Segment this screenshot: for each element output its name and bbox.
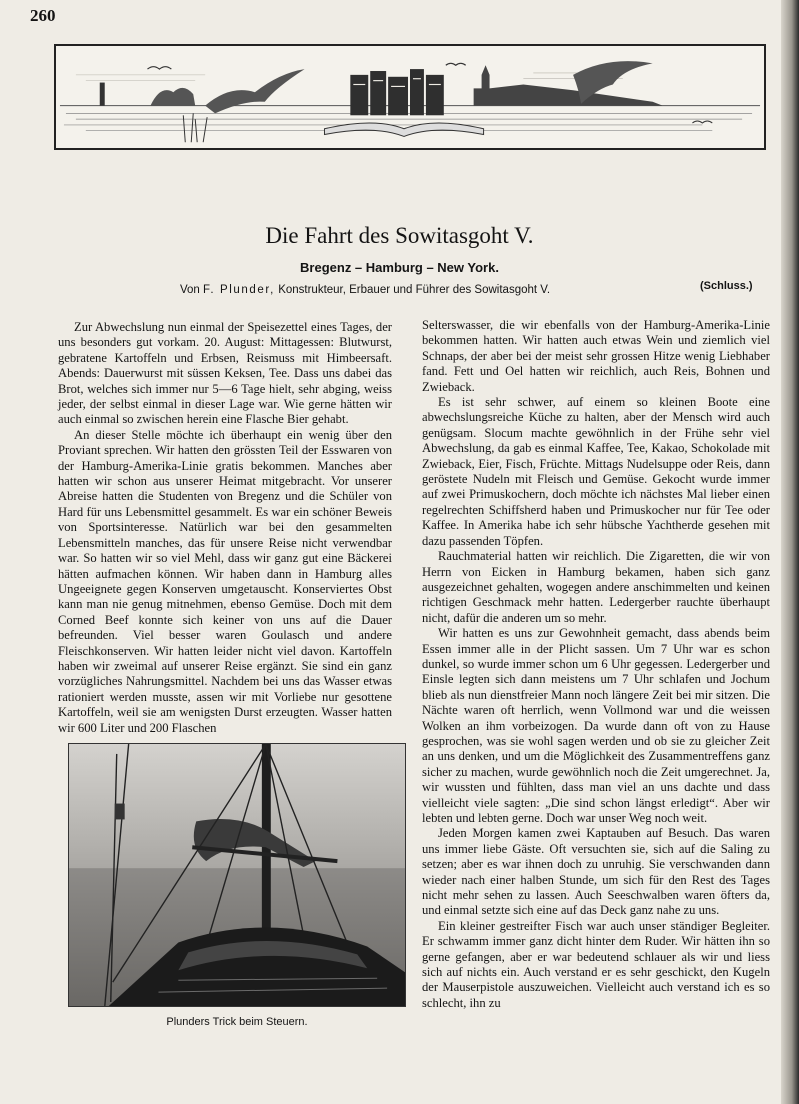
sailing-photo-image xyxy=(69,744,405,1006)
article-byline xyxy=(180,284,640,296)
byline-prefix: Von xyxy=(180,284,200,296)
paragraph: An dieser Stelle möchte ich überhaupt ein wenig über den Proviant sprechen. Wir hatten den grössten Teil der Esswaren von der Hamburg-Amerika-Linie gratis bekommen. Manches aber hatten wir schon aus unserer Heimat mitgebracht. Vor unserer Abreise hatten die Studenten von Bregenz und die Schüler von Hard für uns Lebensmittel gesammelt. Es war ein schöner Beweis von Sportsinteresse. Natürlich war bei den gesammelten Lebensmitteln manches, das für unsere Reise nicht verwendbar war. So hatten wir so viel Mehl, dass wir ganz gut eine Bäckerei hätten aufmachen können. Wir haben dann in Hamburg alles Ungeeignete gegen Konserven umgetauscht. Konserviertes Obst kann man nie genug mitnehmen, ebenso Gemüse. Doch mit dem Corned Beef konnte sich keiner von uns auf die Dauer befreunden. Viel besser waren Goulasch und andere Fleischkonserven. Wir hatten leider nicht viel davon. Kartoffeln haben wir zweimal auf unserer Reise ergänzt. Sie sind ein ganz vorzügliches Nahrungsmittel. Nachdem bei uns das Wasser etwas rationiert werden musste, assen wir mit Vorliebe nur gesottene Kartoffeln, weil sie am wenigsten Durst erzeugten. Wasser hatten wir 600 Liter und 200 Flaschen xyxy=(58,427,392,735)
paragraph: Es ist sehr schwer, auf einem so kleinen Boote eine abwechslungsreiche Küche zu halten, aber der Mensch wird auch genügsam. Slocum machte gewöhnlich in der Frühe sehr viel Abwechslung, da gab es einmal Kaffee, Tee, Kakao, Schokolade mit Zwieback, Eier, Fisch, Früchte. Mittags Nudelsuppe oder Reis, dann geröstete Nudeln mit Fleisch und Gemüse. Gekocht wurde immer auf zwei Primuskochern, doch möchte ich nächstes Mal lieber einen regelrechten Schiffsherd haben und Primuskocher nur für Tee oder Kaffee. In Amerika habe ich sehr hübsche Yachtherde gesehen mit dazu passenden Töpfen. xyxy=(422,395,770,548)
text-column-left xyxy=(58,320,392,736)
page-number: 260 xyxy=(30,6,56,25)
continuation-status: (Schluss.) xyxy=(700,280,753,292)
paragraph: Rauchmaterial hatten wir reichlich. Die Zigaretten, die wir von Herrn von Eicken in Hamburg bekamen, haben sich ganz ausgezeichnet gehalten, wogegen andere anschimmelten und keinen richtigen Geschmack mehr hatten. Ledergerber rauchte überhaupt nicht, dafür die anderen um so mehr. xyxy=(422,549,770,625)
photo-caption: Plunders Trick beim Steuern. xyxy=(166,1016,308,1028)
author-role: Konstrukteur, Erbauer und Führer des Sowitasgoht V. xyxy=(278,284,551,296)
sailing-photo xyxy=(68,743,406,1007)
paragraph: Jeden Morgen kamen zwei Kaptauben auf Besuch. Das waren uns immer liebe Gäste. Oft versuchten sie, sich auf die Saling zu setzen; aber es war ihnen doch zu unruhig. Sie verschwanden dann wieder nach einer halben Stunde, um sich für den Rest des Tages nicht mehr sehen zu lassen. Auch Seeschwalben waren öfters da, und einmal setzte sich eine auf das Deck ganz nahe zu uns. xyxy=(422,826,770,918)
paragraph: Selterswasser, die wir ebenfalls von der Hamburg-Amerika-Linie bekommen hatten. Wir hatten auch etwas Wein und ziemlich viel Schnaps, der aber bei der meist sehr grossen Hitze wenig Liebhaber fand. Fett und Oel hatten wir reichlich, auch Reis, Bohnen und Zwieback. xyxy=(422,318,770,394)
header-illustration xyxy=(54,44,766,150)
article-title: Die Fahrt des Sowitasgoht V. xyxy=(265,223,534,248)
page-binding-edge xyxy=(781,0,799,1104)
paragraph: Zur Abwechslung nun einmal der Speisezettel eines Tages, der uns besonders gut vorkam. 20. August: Mittagessen: Blutwurst, gebratene Kartoffeln und Erbsen, Reismuss mit Himbeersaft. Abends: Dauerwurst mit süssen Keksen, Tee. Dass uns dabei das Brot, welches sich immer nur 5—6 Tage hielt, sehr abging, weiss jeder, der selbst einmal in dieser Lage war. Wie gerne hätten wir auch einmal so zwischen herein eine Flasche Bier gehabt. xyxy=(58,320,392,427)
text-column-right xyxy=(422,318,770,1011)
article-subtitle: Bregenz – Hamburg – New York. xyxy=(300,260,499,275)
paragraph: Wir hatten es uns zur Gewohnheit gemacht, dass abends beim Essen immer alle in der Plicht sassen. Um 7 Uhr war es schon dunkel, so wurde immer schon um 6 Uhr gegessen. Ledergerber und Einsle legten sich dann meistens um 7 Uhr schlafen und Jochum blieb als nun dienstfreier Mann noch längere Zeit bei mir sitzen. Die Nächte waren oft herrlich, wenn Vollmond war und die weissen Wolken an ihm vorbeizogen. Da wurde dann oft von zu Hause gesprochen, was sie wohl sagen werden und ob sie zu gleicher Zeit an uns denken, und um die Möglichkeit des Zusammentreffens ganz sicher zu machen, wurde gewöhnlich noch die Zeit umgerechnet. Ja, wir wussten und fühlten, dass man viel an uns dachte und dass vielleicht viele sagten: „Die sind schon längst erledigt“. Aber wir lebten und lebten gerne. Doch war unser Weg noch weit. xyxy=(422,626,770,825)
paragraph: Ein kleiner gestreifter Fisch war auch unser ständiger Begleiter. Er schwamm immer ganz dicht hinter dem Ruder. Wir hätten ihn so gerne gefangen, aber er war bedeutend schlauer als wir und liess sich auf nichts ein. Auch verstand er es sehr geschickt, den Kugeln der Mauserpistole auszuweichen. Vielleicht auch verstand ich es so schlecht, ihn zu xyxy=(422,918,770,1010)
author-name: F. Plunder, xyxy=(203,284,275,296)
header-illustration-drawing xyxy=(56,46,764,148)
